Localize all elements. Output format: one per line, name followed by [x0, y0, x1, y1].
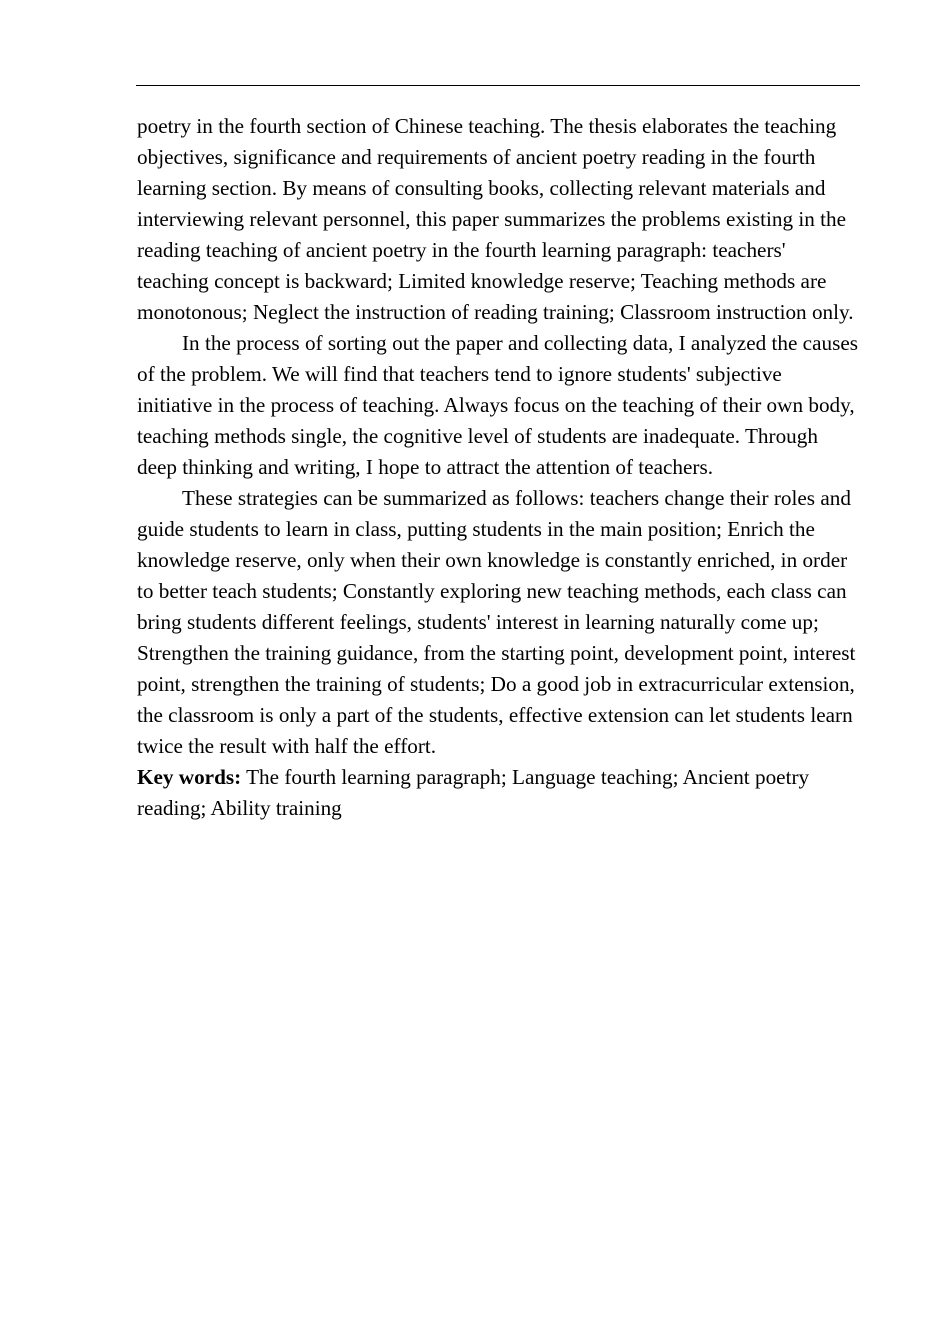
keywords-line [137, 762, 861, 824]
abstract-paragraph-3: These strategies can be summarized as follows: teachers change their roles and guide students to learn in class, putting students in the main position; Enrich the knowledge reserve, only when their own knowledge is constantly enriched, in order to better teach students; Constantly exploring new teaching methods, each class can bring students different feelings, students' interest in learning naturally come up; Strengthen the training guidance, from the starting point, development point, interest point, strengthen the training of students; Do a good job in extracurricular extension, the classroom is only a part of the students, effective extension can let students learn twice the result with half the effort. [137, 486, 856, 758]
abstract-body [137, 111, 861, 824]
keywords-label: Key words: [137, 765, 242, 789]
abstract-paragraph-2: In the process of sorting out the paper and collecting data, I analyzed the causes of the problem. We will find that teachers tend to ignore students' subjective initiative in the process of teaching. Always focus on the teaching of their own body, teaching methods single, the cognitive level of students are inadequate. Through deep thinking and writing, I hope to attract the attention of teachers. [137, 331, 858, 479]
keywords-text: The fourth learning paragraph; Language teaching; Ancient poetry reading; Ability training [137, 765, 810, 820]
abstract-paragraph-1: poetry in the fourth section of Chinese teaching. The thesis elaborates the teaching objectives, significance and requirements of ancient poetry reading in the fourth learning section. By means of consulting books, collecting relevant materials and interviewing relevant personnel, this paper summarizes the problems existing in the reading teaching of ancient poetry in the fourth learning paragraph: teachers' teaching concept is backward; Limited knowledge reserve; Teaching methods are monotonous; Neglect the instruction of reading training; Classroom instruction only. [137, 114, 854, 324]
header-rule [136, 85, 860, 86]
